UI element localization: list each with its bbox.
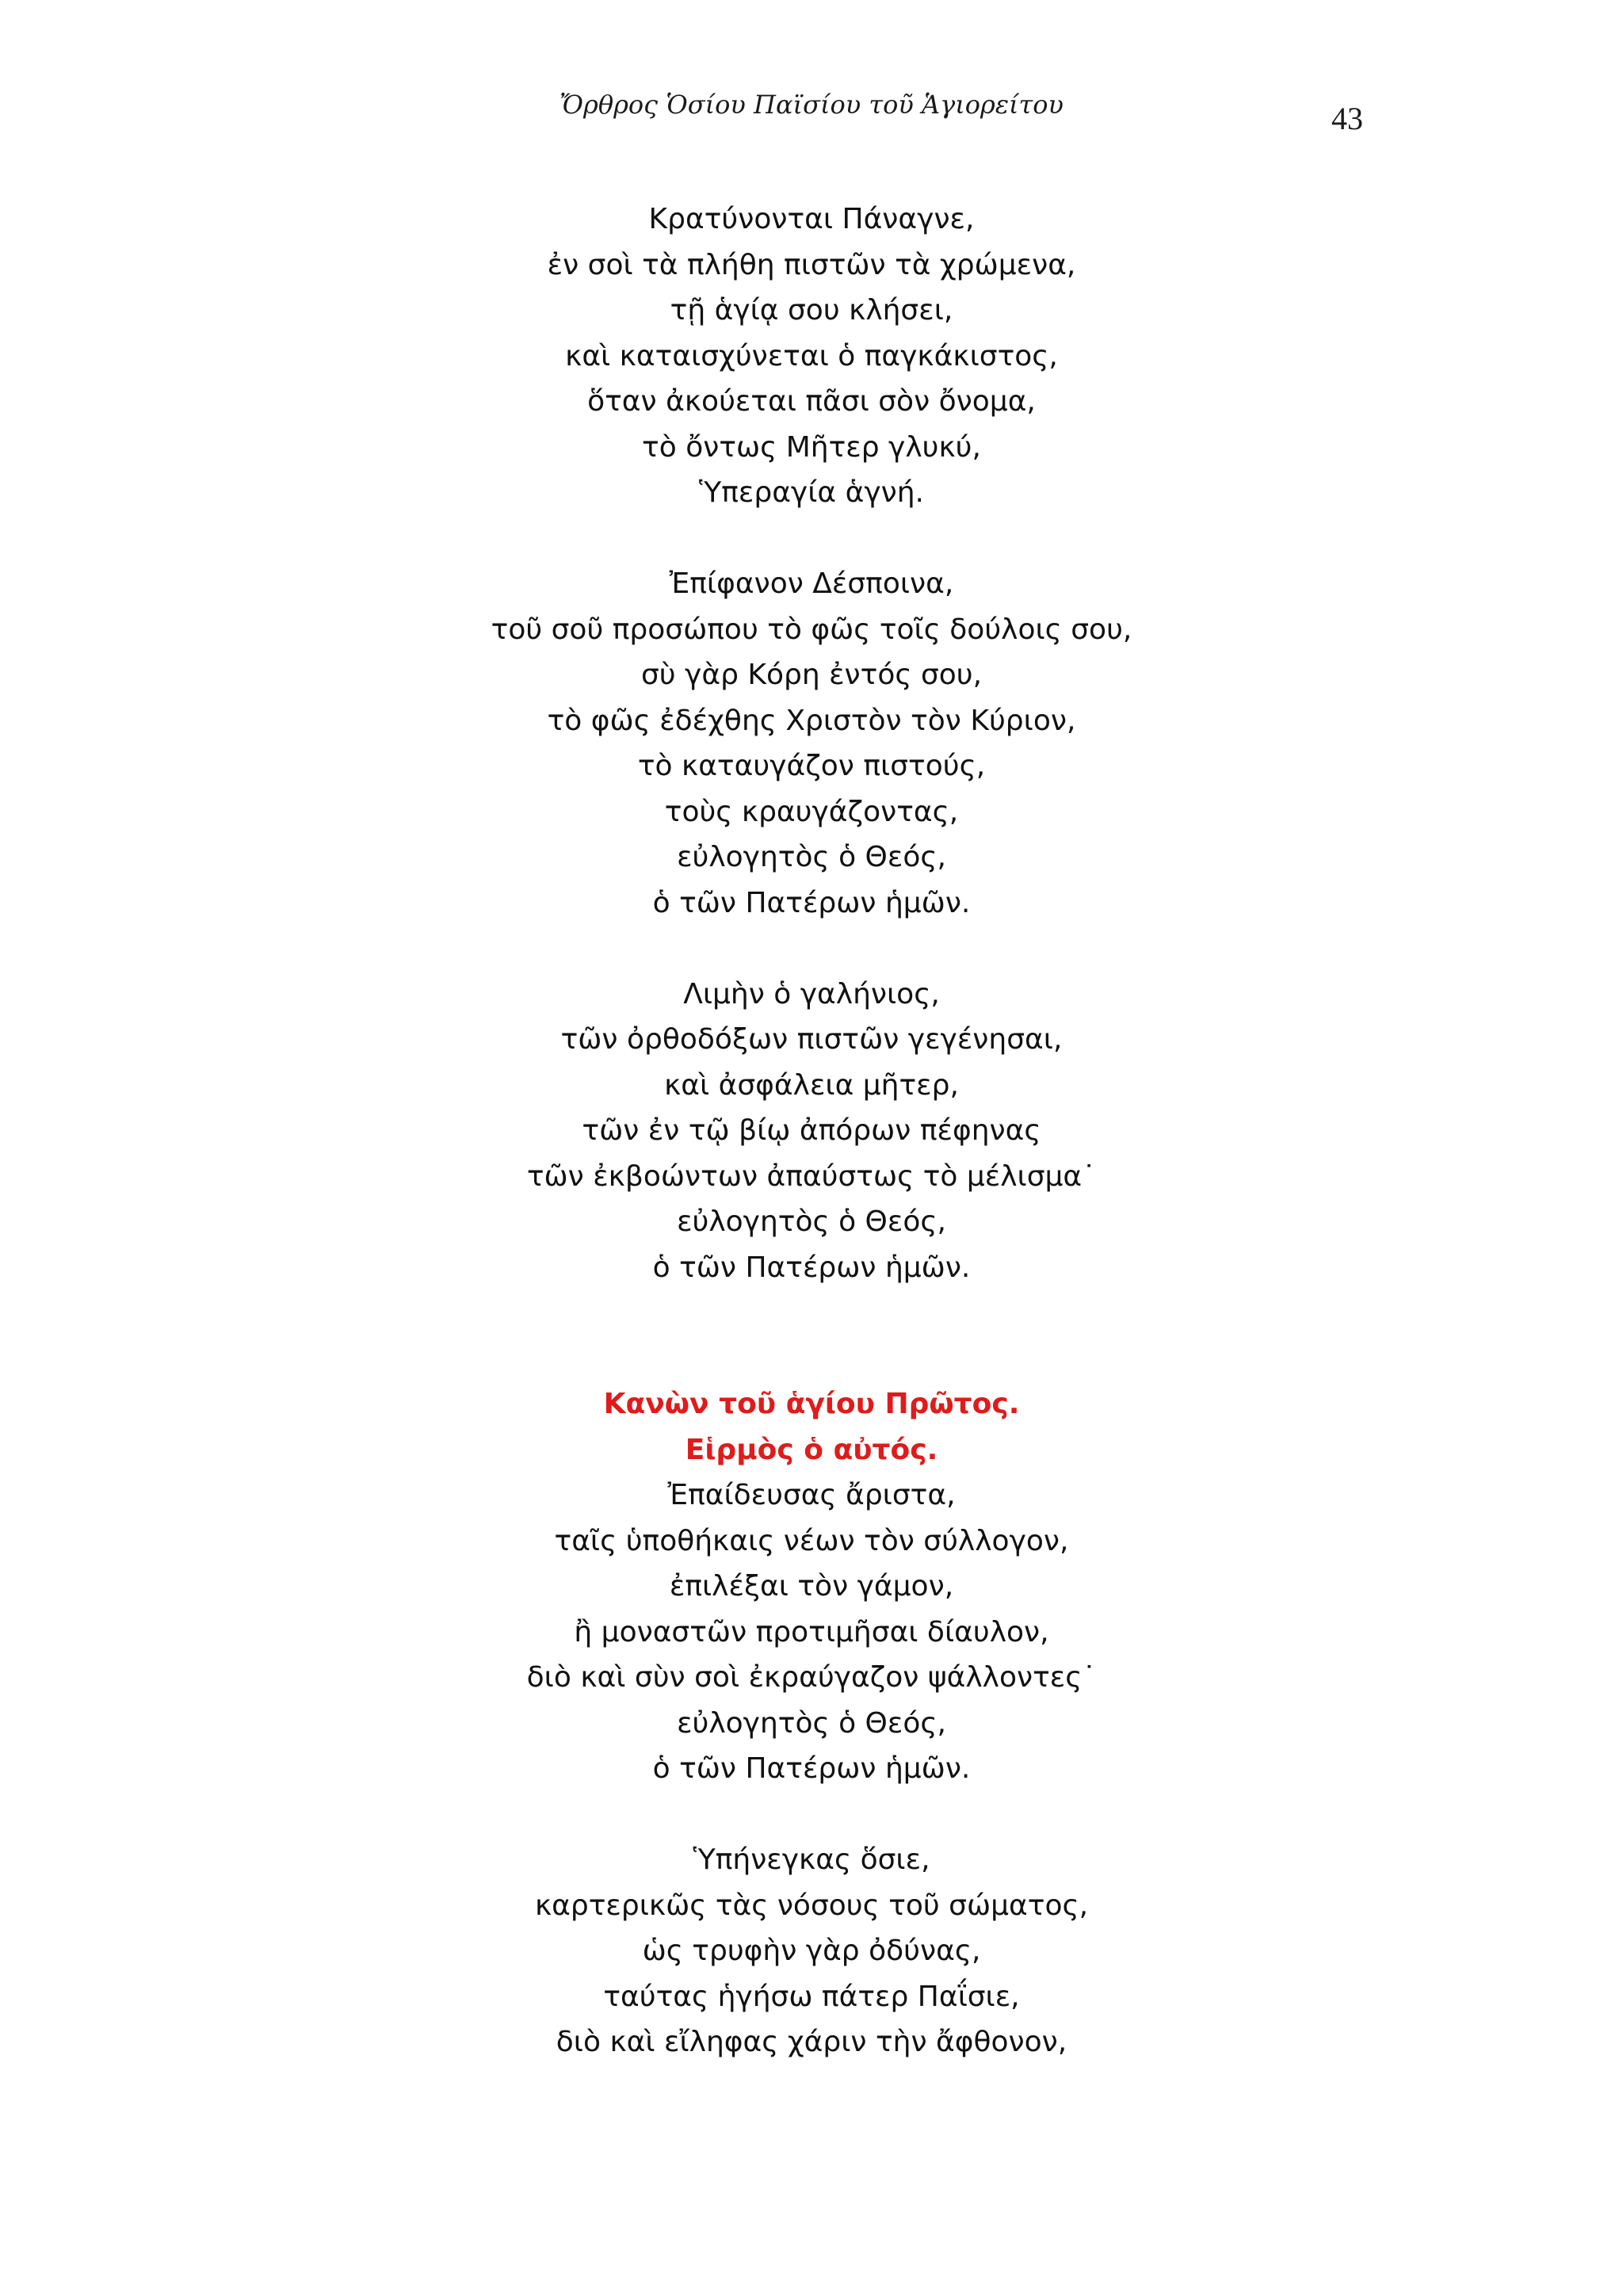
verse-line: τῇ ἁγίᾳ σου κλήσει, [670, 294, 953, 327]
verse-line: ταῖς ὑποθήκαις νέων τὸν σύλλογον, [554, 1524, 1069, 1557]
heirmos-heading: Εἱρμὸς ὁ αὐτός. [685, 1433, 938, 1466]
running-header: Ὄρθρος Ὁσίου Παϊσίου τοῦ Ἁγιορείτου [559, 90, 1064, 120]
verse-line: τοῦ σοῦ προσώπου τὸ φῶς τοῖς δούλοις σου, [491, 613, 1132, 646]
canon-heading: Κανὼν τοῦ ἁγίου Πρῶτος. [603, 1388, 1020, 1420]
hymn-text [0, 197, 1623, 2065]
verse-line: σὺ γὰρ Κόρη ἐντός σου, [640, 659, 983, 691]
verse-line: Κρατύνονται Πάναγνε, [648, 203, 975, 235]
verse-line: εὐλογητὸς ὁ Θεός, [677, 1205, 946, 1238]
verse-line: τῶν ἐν τῷ βίῳ ἀπόρων πέφηνας [582, 1114, 1041, 1147]
verse-line: Ἐπαίδευσας ἄριστα, [667, 1479, 956, 1511]
verse-line: διὸ καὶ εἴληφας χάριν τὴν ἄφθονον, [556, 2026, 1067, 2058]
verse-line: ἐπιλέξαι τὸν γάμον, [669, 1570, 954, 1603]
verse-line: ἐν σοὶ τὰ πλήθη πιστῶν τὰ χρώμενα, [547, 248, 1076, 281]
verse-line: Λιμὴν ὁ γαλήνιος, [683, 977, 940, 1010]
verse-line: ὅταν ἀκούεται πᾶσι σὸν ὄνομα, [587, 385, 1036, 418]
stanza [0, 1837, 1623, 2065]
verse-line: καρτερικῶς τὰς νόσους τοῦ σώματος, [534, 1889, 1089, 1922]
verse-line: ὁ τῶν Πατέρων ἡμῶν. [652, 1251, 971, 1284]
verse-line: ὁ τῶν Πατέρων ἡμῶν. [652, 1752, 971, 1785]
stanza-gap [0, 926, 1623, 972]
stanza [0, 561, 1623, 926]
verse-line: Ὑπήνεγκας ὅσιε, [693, 1843, 930, 1876]
verse-line: εὐλογητὸς ὁ Θεός, [677, 841, 946, 873]
verse-line: τῶν ὀρθοδόξων πιστῶν γεγένησαι, [560, 1023, 1063, 1056]
verse-line: τὸ καταυγάζον πιστούς, [637, 750, 986, 782]
verse-line: τὸ ὄντως Μῆτερ γλυκύ, [642, 430, 981, 464]
stanza [0, 972, 1623, 1291]
verse-line: διὸ καὶ σὺν σοὶ ἐκραύγαζον ψάλλοντες˙ [526, 1661, 1097, 1694]
verse-line: καὶ ἀσφάλεια μῆτερ, [664, 1068, 959, 1102]
verse-line: ταύτας ἡγήσω πάτερ Παΐσιε, [603, 1980, 1020, 2013]
page-number: 43 [1331, 101, 1363, 136]
verse-line: τὸ φῶς ἐδέχθης Χριστὸν τὸν Κύριον, [547, 704, 1076, 737]
verse-line: εὐλογητὸς ὁ Θεός, [677, 1706, 946, 1740]
verse-line: τῶν ἐκβοώντων ἀπαύστως τὸ μέλισμα˙ [526, 1159, 1097, 1193]
stanza [0, 197, 1623, 516]
verse-line: Ἐπίφανον Δέσποινα, [669, 567, 954, 600]
stanza-gap [0, 516, 1623, 562]
canon-section [0, 1381, 1623, 1792]
stanza-gap [0, 1792, 1623, 1838]
verse-line: τοὺς κραυγάζοντας, [664, 795, 959, 828]
section-gap [0, 1290, 1623, 1381]
verse-line: ὁ τῶν Πατέρων ἡμῶν. [652, 886, 971, 919]
verse-line: Ὑπεραγία ἁγνή. [699, 476, 924, 509]
verse-line: ἢ μοναστῶν προτιμῆσαι δίαυλον, [574, 1615, 1049, 1648]
verse-line: καὶ καταισχύνεται ὁ παγκάκιστος, [565, 339, 1058, 372]
verse-line: ὡς τρυφὴν γὰρ ὀδύνας, [642, 1935, 981, 1967]
